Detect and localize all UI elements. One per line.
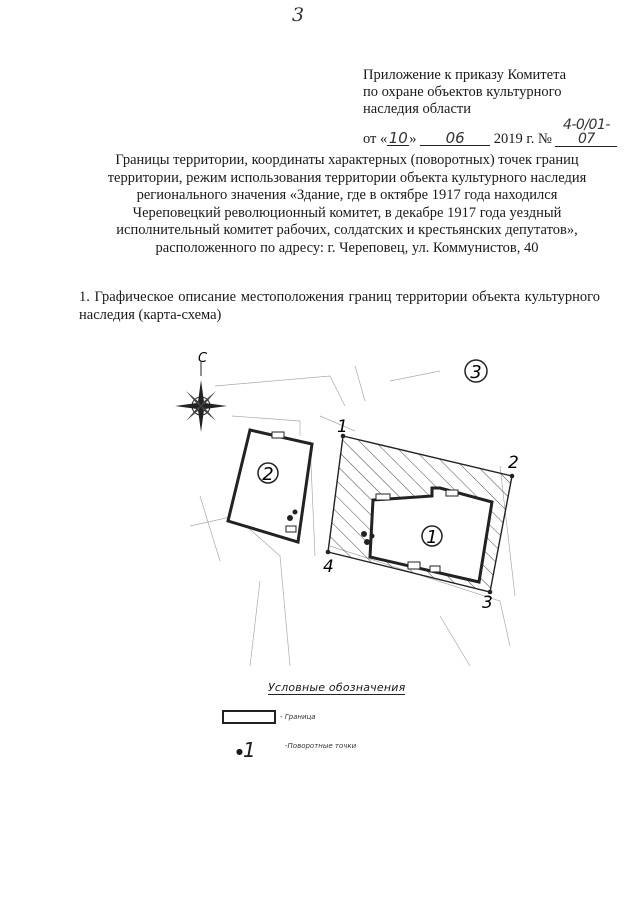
svg-text:3: 3 — [482, 593, 493, 613]
turning-point-4 — [323, 550, 334, 577]
title-line: расположенного по адресу: г. Череповец, ул. Коммунистов, 40 — [155, 239, 539, 256]
date-day-suffix: » — [409, 131, 417, 147]
svg-text:3: 3 — [470, 362, 482, 383]
compass-north-label: С — [198, 351, 208, 366]
handwritten-month: 06 — [420, 131, 490, 146]
turning-point-1 — [337, 417, 348, 438]
svg-text:2: 2 — [262, 464, 274, 485]
building-object-2 — [228, 430, 312, 542]
svg-text:4: 4 — [323, 557, 334, 577]
appendix-line-1: Приложение к приказу Комитета — [363, 67, 567, 83]
title-line: регионального значения «Здание, где в октябре 1917 года находился — [136, 187, 558, 203]
turning-point-2 — [508, 453, 519, 478]
turning-point-3 — [482, 590, 493, 613]
handwritten-order-number: 4-0/01-07 — [555, 118, 617, 147]
appendix-date-line — [363, 118, 623, 148]
legend-title: Условные обозначения — [268, 681, 406, 694]
date-prefix: от « — [363, 131, 388, 147]
title-line: Череповецкий революционный комитет, в декабре 1917 года уездный — [132, 204, 562, 221]
document-title — [78, 152, 616, 257]
svg-text:1: 1 — [426, 527, 438, 548]
appendix-line-3: наследия области — [363, 101, 472, 117]
legend-boundary-sample — [222, 710, 276, 724]
compass-rose-icon — [175, 362, 227, 432]
appendix-block — [363, 67, 623, 148]
title-line: Границы территории, координаты характерных (поворотных) точек границ — [115, 152, 579, 168]
legend-point-number: 1 — [242, 738, 256, 762]
legend-point-sample: ●1 — [236, 738, 256, 762]
svg-text:1: 1 — [337, 417, 348, 437]
page-number: 3 — [292, 4, 305, 26]
section-heading: 1. Графическое описание местоположения границ территории объекта культурного наследия (карта-схема) — [79, 289, 600, 323]
object-label-3 — [465, 360, 487, 383]
handwritten-day: 10 — [388, 129, 408, 147]
legend-boundary-label: - Граница — [280, 713, 316, 721]
title-line: исполнительный комитет рабочих, солдатских и крестьянских депутатов», — [116, 222, 578, 238]
svg-text:2: 2 — [508, 453, 519, 473]
title-line: территории, режим использования территории объекта культурного наследия — [107, 169, 587, 186]
date-year: 2019 г. № — [493, 131, 552, 147]
appendix-line-2: по охране объектов культурного — [363, 84, 562, 100]
site-plan-map — [140, 346, 540, 676]
legend-points-label: -Поворотные точки — [285, 742, 357, 750]
